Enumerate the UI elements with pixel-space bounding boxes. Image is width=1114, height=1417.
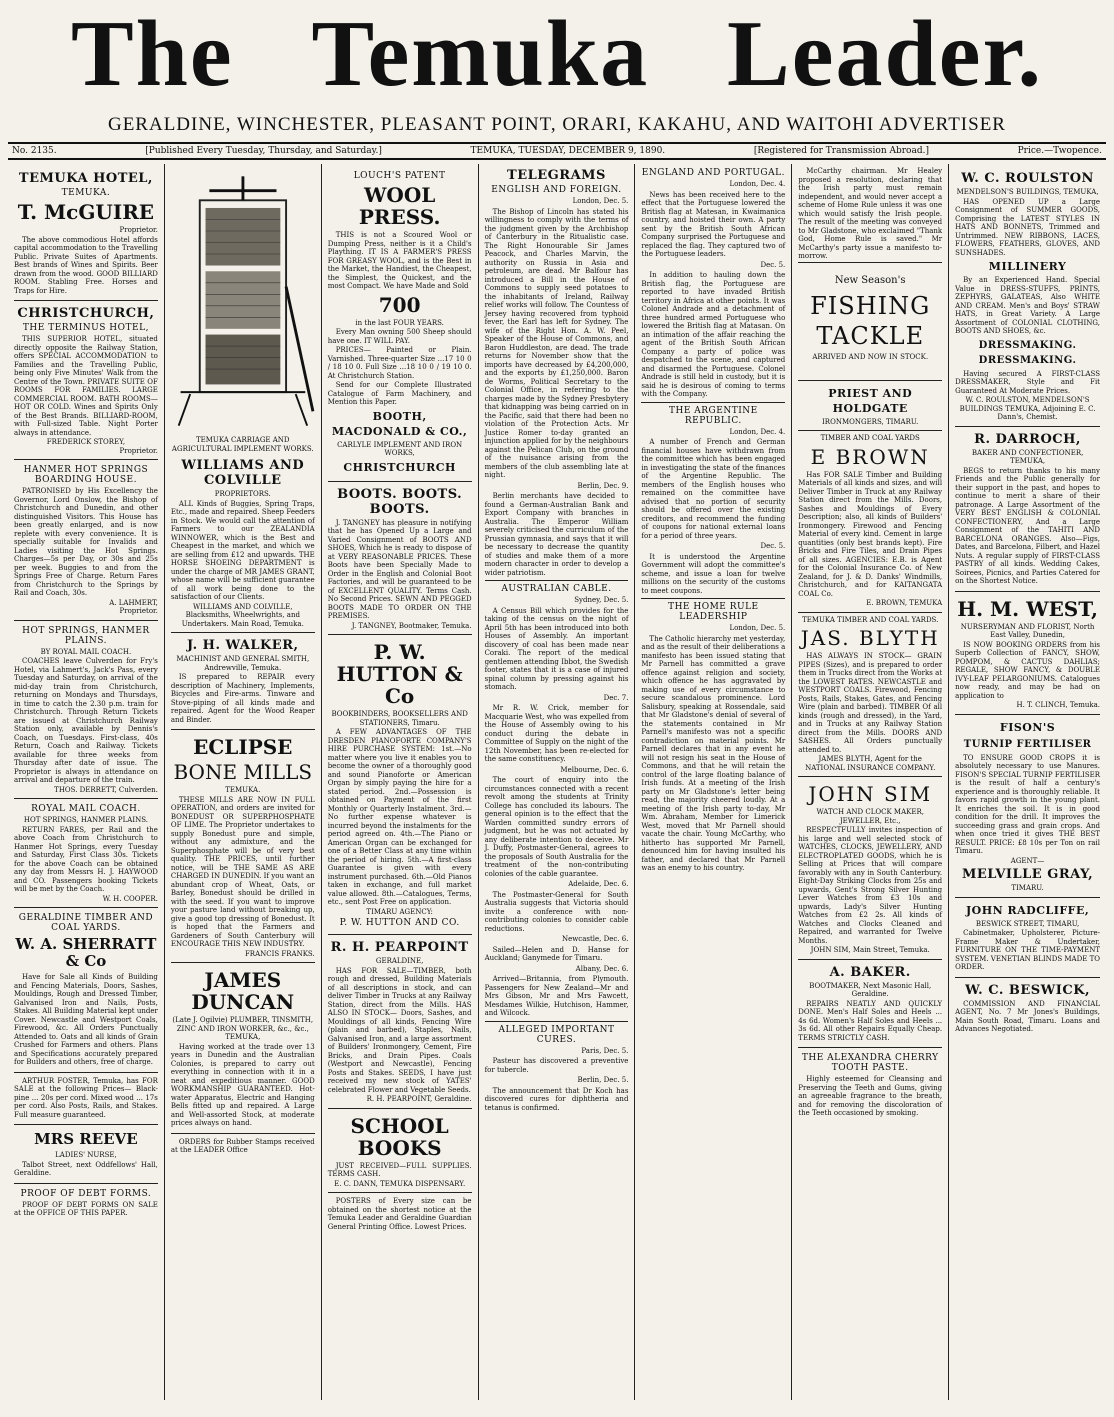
news-dateline: Albany, Dec. 6. — [575, 964, 629, 973]
issue-number: No. 2135. — [12, 146, 57, 156]
issue-date: TEMUKA, TUESDAY, DECEMBER 9, 1890. — [470, 146, 666, 156]
ad-heading: JAS. BLYTH — [800, 626, 940, 650]
ad-fisons-fertiliser — [955, 715, 1100, 898]
ad-wool-press — [328, 166, 472, 482]
news-item — [485, 1076, 629, 1112]
ad-signature: J. TANGNEY, Bootmaker, Temuka. — [351, 621, 472, 630]
ad-subheading: NURSERYMAN AND FLORIST, North East Valley, Dunedin, — [960, 622, 1095, 639]
ad-john-sim — [798, 777, 942, 960]
ad-signature: WILLIAMS AND COLVILLE, Blacksmiths, Wheelwrights, and Undertakers. Main Road, Temuka. — [181, 602, 304, 628]
column-6 — [792, 164, 949, 1400]
ad-subheading: HOT SPRINGS, HANMER PLAINS. — [23, 816, 148, 824]
ad-body: Talbot Street, next Oddfellows' Hall, Geraldine. — [14, 1160, 158, 1177]
ad-body: HAS ALWAYS IN STOCK— GRAIN PIPES (Sizes), and is prepared to order them in Trucks direct from the Works at the LOWEST RATES. NEWCASTLE and WESTPORT COALS. Firewood, Fencing Posts, Rails, Stakes, Gates, and Fencing Wire (plain and barbed). TIMBER Of all kinds (rough and dressed), in the Yard, and in Trucks at any Railway Station direct from the Mills. DOORS AND SASHES. All Orders punctually attended to. — [798, 652, 943, 754]
ad-subheading: IRONMONGERS, TIMARU. — [822, 417, 919, 426]
ad-jh-walker — [171, 633, 315, 730]
news-item — [485, 584, 629, 692]
wool-press-illustration — [171, 166, 315, 436]
telegrams-subheading: ENGLISH AND FOREIGN. — [491, 185, 622, 195]
news-continuation: McCarthy chairman. Mr Healey proposed a resolution, declaring that the Irish party must remain independent, and would never accept a scheme of Home Rule unless it was one which would satisfy the Irish people. The result of the meeting was conveyed to Mr Gladstone, who exclaimed "Thank God, Home Rule is saved." Mr McCarthy's party issue a manifesto to-morrow. — [798, 167, 943, 260]
news-item — [485, 1025, 629, 1075]
ad-body: HAS FOR SALE—TIMBER, both rough and dressed, Building Materials of all descriptions in stock, and can deliver Timber in Trucks at any Railway Station, direct from the Mills. HAS ALSO IN STOCK— Doors, Sashes, and Mouldings of all kinds, Fencing Wire (plain and barbed), Staples, Nails, Galvanised Iron, and a large assortment of Builders' Ironmongery, Cement, Fire Bricks, and Drain Pipes. Coals (Westport and Newcastle), Fencing Posts and Stakes. SEEDS, I have just received my new stock of YATES' celebrated Flower and Vegetable Seeds. — [327, 966, 472, 1094]
ad-subheading: BY ROYAL MAIL COACH. — [40, 647, 132, 656]
news-item — [485, 197, 629, 480]
news-dateline: Newcastle, Dec. 6. — [562, 935, 629, 943]
issue-dateline — [8, 142, 1106, 160]
ad-jas-blyth — [798, 613, 942, 778]
ad-subheading: (Late J. Ogilvie) PLUMBER, TINSMITH, ZINC AND IRON WORKER, &c., &c., TEMUKA, — [172, 1016, 314, 1041]
news-item — [485, 694, 629, 764]
ad-signature: P. W. HUTTON AND CO. — [339, 918, 460, 928]
news-text: The Bishop of Lincoln has stated his willingness to comply with the terms of the judgment given by the Archbishop of Canterbury in the Ritualistic case. The Right Honourable Sir James Peacock, and Charles Marvin, the authority on Russia in Asia and petroleum, are dead. Mr Balfour has introduced a Bill in the House of Commons to supply seed potatoes to the inhabitants of Ireland, Railway relief works will follow. The Countess of Jersey having recovered from typhoid fever, the Earl has left for Sydney. The wife of the Right Hon. A. W. Peel, Speaker of the House of Commons, and Baron Huddleston, are dead. The trade returns for November show that the imports have decreased by £4,200,000, and the exports by £1,250,000. Baron de Worms, Political Secretary to the Colonial Office, in referring to the charges made by the Sydney Presbytery that kidnapping was being carried on in the Pacific, said that there had been no violation of the Protection Acts. Mr Justice Romer to-day granted an injunction applied for by the neighbours against the Pelican Club, on the ground of the nuisance arising from the members of the club assembling late at night. — [484, 207, 629, 479]
news-text: Arrived—Britannia, from Plymouth. Passengers for New Zealand—Mr and Mrs Gibson, Mr and Mrs Fawcett, Mesdames Wilkie, Hutchison, Hammer, and Wilcock. — [484, 975, 629, 1017]
ad-body: POSTERS of Every size can be obtained on the shortest notice at the Temuka Leader and Geraldine Guardian General Printing Office. Lowest Prices. — [327, 1197, 472, 1231]
ad-body: ORDERS for Rubber Stamps received at the LEADER Office — [170, 1137, 315, 1154]
ad-terminus-hotel — [14, 301, 158, 460]
ad-role: Proprietor. — [119, 226, 158, 234]
ad-signature: W. C. ROULSTON, MENDELSON'S BUILDINGS TEMUKA, Adjoining E. C. Dann's, Chemist. — [959, 396, 1096, 421]
ad-heading: JOHN SIM — [808, 782, 933, 806]
ad-temuka-hotel — [14, 166, 158, 301]
divider — [485, 1021, 629, 1022]
news-text: A Census Bill which provides for the taking of the census on the night of April 5th has been introduced into both Houses of Assembly. An important discovery of coal has been made near Coraki. The report of the medical gentlemen attending Ibbot, the Swedish footer, states that it is a case of injured spinal column by pressing against his stomach. — [484, 606, 629, 691]
ad-e-brown — [798, 431, 942, 613]
ad-body-3: Having secured A FIRST-CLASS DRESSMAKER, Style and Fit Guaranteed At Moderate Prices. — [955, 369, 1100, 395]
ad-hm-west — [955, 592, 1100, 715]
ad-geraldine-timber — [14, 908, 158, 1073]
ad-body: Have for Sale all Kinds of Building and Fencing Materials, Doors, Sashes, Mouldings, Rough and Dressed Timber, Galvanised Iron and Nails, Posts, Stakes. All Building Material kept under Cover. Newcastle and Westport Coals, Firewood, &c. All Orders Punctually Attended to. Oats and all kinds of Grain Crushed for Farmers and others. Plans and Specifications accurately prepared for Builders and others, free of charge. — [14, 973, 158, 1066]
ad-tooth-paste — [798, 1048, 942, 1123]
ad-firm: BOOTH, MACDONALD & CO., — [331, 409, 468, 438]
ad-firm: W. A. SHERRATT & Co — [15, 935, 157, 970]
ad-agency: TIMARU AGENCY: — [366, 907, 433, 916]
ad-body: RETURN FARES, per Rail and the above Coach from Christchurch to Hanmer Hot Springs, every Tuesday and Saturday, First Class 30s. Tickets for the above Coach can be obtained any day from Messrs H. J. HAYWOOD and CO. Passengers booking Tickets will be met by the Coach. — [14, 825, 158, 893]
column-1 — [8, 164, 165, 1400]
ad-subheading: BOOKBINDERS, BOOKSELLERS AND STATIONERS, Timaru. — [331, 710, 468, 727]
registration-note: [Registered for Transmission Abroad.] — [753, 146, 929, 156]
news-item — [485, 880, 629, 933]
ad-body: The above commodious Hotel affords capital accommodation to the Travelling Public. Private Suites of Apartments. Best brands of Wines and Spirits. Beer drawn from the wood. GOOD BILLIARD ROOM. Stabling Free. Horses and Traps for Hire. — [14, 235, 158, 295]
ad-tail: Send for our Complete Illustrated Catalogue of Farm Machinery, and Mention this Paper. — [327, 381, 472, 406]
ad-body: PATRONISED by His Excellency the Governor, Lord Onslow, the Bishop of Christchurch and Dunedin, and other distinguished Visitors. This House has been greatly enlarged, and is now replete with every convenience. It is specially suitable for Invalids and Ladies visiting the Hot Springs. Charges—5s per Day, or 30s and 25s per week. Buggies to and from the Springs Free of Charge. Return Fares from Christchurch to the Springs by Rail and Coach, 30s. — [14, 487, 158, 597]
news-heading: THE HOME RULE LEADERSHIP — [668, 602, 759, 622]
ad-body: Has FOR SALE Timber and Building Materials of all kinds and sizes, and will Deliver Timber in Truck at any Railway Station direct from the Mills. Doors, Sashes and Mouldings of Every Description; also, all kinds of Builders' Ironmongery. Firewood and Fencing Material of every kind. Cement in large quantities (only best brands kept). Fire Bricks and Fire Tiles, and Drain Pipes of all sizes. AGENCIES: E.B. is Agent for the Colonial Insurance Co. of New Zealand, for J. & D. Danks' Windmills, Christchurch, and for KAITANGATA COAL Co. — [798, 470, 943, 598]
ad-heading: P. W. HUTTON & Co — [336, 640, 463, 708]
ad-body: PROOF OF DEBT FORMS ON SALE at the OFFICE OF THIS PAPER. — [14, 1200, 158, 1217]
news-heading: AUSTRALIAN CABLE. — [501, 584, 612, 594]
ad-wc-roulston — [955, 166, 1100, 427]
ad-body: TO ENSURE GOOD CROPS it is absolutely necessary to use Manures. FISON'S SPECIAL TURNIP FERTILISER is the result of half a century's experience and is thoroughly reliable. It favors rapid growth in the young plant. It enriches the soil. It is in good condition for the drill. It improves the succeeding grass and grain crops. And when once tried it gives THE BEST RESULT. PRICE: £8 10s per Ton on rail Timaru. — [955, 753, 1100, 855]
ad-heading: JAMES DUNCAN — [191, 968, 295, 1014]
ad-heading: ECLIPSE — [193, 735, 293, 759]
ad-heading: WILLIAMS AND COLVILLE — [181, 458, 305, 488]
ad-heading-2: WOOL PRESS. — [358, 183, 441, 229]
ad-role: Proprietor. — [119, 607, 158, 615]
ad-subheading: LADIES' NURSE, — [55, 1151, 117, 1159]
ad-pw-hutton — [328, 635, 472, 935]
ad-heading: SCHOOL BOOKS — [350, 1113, 449, 1160]
ad-heading: JOHN RADCLIFFE, — [965, 903, 1090, 917]
ad-subheading: GERALDINE, — [375, 957, 424, 965]
news-item — [641, 261, 785, 399]
ad-signature: THOS. DERRETT, Culverden. — [54, 785, 158, 794]
ad-williams-colville — [171, 453, 315, 633]
column-3 — [322, 164, 479, 1400]
ad-body: ARTHUR FOSTER, Temuka, has FOR SALE at the following Prices— Black-pine ... 20s per cord. Mixed wood ... 17s per cord. Also Posts, Rails, and Stakes. Full measure guaranteed. — [14, 1076, 158, 1119]
title-word-1: The — [70, 6, 234, 106]
news-text: The announcement that Dr Koch has discovered cures for diphtheria and tetanus is confirmed. — [484, 1086, 629, 1112]
ad-signature: W. H. COOPER. — [102, 894, 158, 903]
news-text: The court of enquiry into the circumstances connected with a recent revolt among the students at Trinity College has concluded its labours. The general opinion is to the effect that the Warden committed sundry errors of judgment, but he was not actuated by any deliberate intention to deceive. Mr J. Duffy, Postmaster-General, agrees to the proposals of South Australia for the treatment of the non-contributing colonies of the cable guarantee. — [484, 776, 629, 878]
ad-heading: FISHING — [810, 292, 931, 320]
news-item — [641, 180, 785, 259]
ad-heading: BOOTS. BOOTS. BOOTS. — [337, 486, 463, 517]
news-item — [641, 602, 785, 873]
ad-body: THIS SUPERIOR HOTEL, situated directly opposite the Railway Station, offers SPECIAL ACCOMMODATION to Families and the Travelling Public, being only Five Minutes' Walk from the Centre of the Town. PRIVATE SUITE OF ROOMS FOR FAMILIES. LARGE COMMERCIAL ROOM. BATH ROOMS—HOT OR COLD. Wines and Spirits Only of the Best Brands. BILLIARD-ROOM, with Full-sized Table. Night Porter always in attendance. — [14, 335, 158, 437]
ad-posters — [328, 1193, 472, 1236]
ad-body: J. TANGNEY has pleasure in notifying that he has Opened Up a Large and Varied Consignment of BOOTS AND SHOES, Which he is ready to dispose of at VERY REASONABLE PRICES. These Boots have been Specially Made to Order in the English and Colonial Boot Factories, and will be guaranteed to be of EXCELLENT QUALITY. Terms Cash. No Second Prices. SEWN AND PEGGED BOOTS MADE TO ORDER ON THE PREMISES. — [327, 518, 472, 620]
ad-firm-sub: CARLYLE IMPLEMENT AND IRON WORKS, — [337, 440, 463, 457]
ad-body: Having worked at the trade over 13 years in Dunedin and the Australian Colonies, is prepared to carry out everything in connection with it in a neat and expeditious manner. GOOD WORKMANSHIP GUARANTEED. Hot-water Apparatus, Electric and Hanging Bells fitted up and repaired. A Large and Well-assorted Stock, at moderate prices always on hand. — [170, 1042, 315, 1127]
ad-james-duncan — [171, 963, 315, 1134]
ad-heading: E BROWN — [810, 444, 930, 469]
ad-heading: CHRISTCHURCH, — [17, 306, 155, 321]
ad-heading: LOUCH'S PATENT — [353, 171, 446, 181]
ad-r-darroch — [955, 427, 1100, 592]
column-2 — [165, 164, 322, 1400]
news-dateline: London, Dec. 5. — [572, 197, 629, 205]
ad-body: ALL Kinds of Buggies, Spring Traps, Etc., made and repaired. Sheep Feeders in Stock. We would call the attention of Farmers to our ZEALANDIA WINNOWER, which is the Best and Cheapest in the market, and which we are selling from £12 and upwards. THE HORSE SHOEING DEPARTMENT is under the charge of MR JAMES GRANT, whose name will be sufficient guarantee of all work being done to the satisfaction of our Clients. — [170, 499, 315, 601]
ad-agent-label: AGENT— — [1010, 856, 1045, 865]
ad-prices: PRICES— Painted or Plain. Varnished. Three-quarter Size ...17 10 0 / 18 10 0. Full Size ...18 10 0 / 19 10 0. At Christchurch Station. — [327, 346, 472, 380]
ad-subheading: MENDELSON'S BUILDINGS, TEMUKA, — [956, 188, 1099, 196]
ad-heading-millinery: MILLINERY — [988, 260, 1067, 273]
news-dateline: London, Dec. 4. — [729, 180, 786, 188]
ad-signature: JAMES BLYTH, Agent for the NATIONAL INSURANCE COMPANY. — [805, 755, 936, 772]
ad-heading-2: TACKLE — [816, 322, 925, 350]
ad-heading: ROYAL MAIL COACH. — [31, 804, 141, 814]
ad-lead-line: TEMUKA TIMBER AND COAL YARDS. — [802, 615, 939, 624]
ad-place: TIMARU. — [1011, 884, 1044, 892]
news-dateline: Adelaide, Dec. 6. — [568, 880, 629, 888]
ad-body: Highly esteemed for Cleansing and Preserving the Teeth and Gums, giving an agreeable fragrance to the breath, and for removing the discoloration of the Teeth occasioned by smoking. — [798, 1075, 943, 1117]
ad-lead-line: TIMBER AND COAL YARDS — [820, 434, 920, 442]
ad-heading: H. M. WEST, — [957, 596, 1098, 621]
ad-body: RESPECTFULLY invites inspection of his large and well selected stock of WATCHES, CLOCKS, JEWELLERY, AND ELECTROPLATED GOODS, which he is Selling at Prices that will compare favorably with any in South Canterbury. Eight-Day Striking Clocks from 25s and upwards, Gent's Strong Silver Hunting Lever Watches from £3 10s and upwards, Lady's Silver Hunting Watches from £2 2s. All kinds of Watches and Clocks Cleaned and Repaired, and warranted for Twelve Months. — [798, 826, 943, 945]
title-word-2: Temuka — [311, 6, 650, 106]
ad-count: 700 — [378, 292, 421, 317]
news-dateline: London, Dec. 5. — [729, 624, 786, 632]
ad-body: THIS is not a Scoured Wool or Dumping Press, neither is it a Child's Plaything. IT IS A FARMER'S PRESS FOR GREASY WOOL, and is the Best in the Market, the Handiest, the Cheapest, the Simplest, the Quickest, and the most Compact. We have Made and Sold — [327, 231, 472, 290]
ad-heading: HOT SPRINGS, HANMER PLAINS. — [22, 625, 150, 646]
ad-heading: MRS REEVE — [34, 1130, 138, 1148]
ad-heading: PRIEST AND HOLDGATE — [828, 386, 913, 415]
ad-body: COMMISSION AND FINANCIAL AGENT, No. 7 Mr Jones's Buildings, Main South Road, Timaru. Loans and Advances Negotiated. — [955, 999, 1100, 1033]
news-dateline: Dec. 7. — [603, 693, 629, 702]
ad-heading: R. DARROCH, — [974, 431, 1081, 447]
news-dateline: Dec. 5. — [760, 542, 786, 550]
ad-heading: TEMUKA HOTEL, — [18, 171, 153, 186]
ad-heading: A. BAKER. — [829, 964, 911, 980]
ad-heading: W. C. ROULSTON — [961, 171, 1094, 186]
column-5 — [635, 164, 792, 1400]
news-heading: ALLEGED IMPORTANT CURES. — [498, 1024, 615, 1045]
ad-subheading: PROPRIETORS. — [214, 490, 271, 498]
news-text: A number of French and German financial houses have withdrawn from the committee which has been engaged in investigating the state of the finances of the Argentine Republic. The members of the English houses who remained on the committee have advised that no portion of security should be offered over the existing creditors, and recommend the funding of coupons for national external loans for a period of three years. — [641, 438, 786, 540]
ad-subheading: TEMUKA. — [61, 188, 111, 198]
ad-mrs-reeve — [14, 1125, 158, 1184]
ad-subheading: BESWICK STREET, TIMARU, — [975, 919, 1080, 928]
ad-count-note: in the last FOUR YEARS. — [355, 318, 444, 327]
ad-heading: PROOF OF DEBT FORMS. — [20, 1188, 152, 1199]
ad-heading: FISON'S — [999, 720, 1056, 734]
ad-body: IS prepared to REPAIR every description of Machinery, Implements, Bicycles and Fire-arms. Tinware and Stove-piping of all kinds made and repaired. Agent for the Wood Reaper and Binder. — [170, 673, 315, 724]
ad-hot-springs-coach — [14, 621, 158, 800]
ad-body: THESE MILLS ARE NOW IN FULL OPERATION, and orders are invited for BONEDUST OR SUPERPHOSPHATE OF LIME. The Proprietor undertakes to supply Bonedust pure and simple, without any admixture, and the Superphosphate will be of very best quality. THE PRICES, until further notice, will be THE SAME AS ARE CHARGED IN DUNEDIN. If you want an abundant crop of Wheat, Oats, or Barley, Bonedust should be drilled in with the seed. If you want to improve your pasture land without breaking up, give a good top dressing of Bonedust. It is hoped that the Farmers and Gardeners of South Canterbury will ENCOURAGE THIS NEW INDUSTRY. — [170, 795, 315, 948]
ad-body: Cabinetmaker, Upholsterer, Picture-Frame Maker & Undertaker, FURNITURE ON THE TIME-PAYMENT SYSTEM. VENETIAN BLINDS MADE TO ORDER. — [955, 929, 1100, 971]
ad-heading: THE ALEXANDRA CHERRY TOOTH PASTE. — [801, 1053, 939, 1073]
ad-heading-dressmaking: DRESSMAKING. DRESSMAKING. — [978, 339, 1077, 366]
ad-body-2: By an Experienced Hand. Special Value in DRESS-STUFFS, PRINTS, ZEPHYRS, GALATEAS, Also WHITE AND CREAM. Men's and Boys' STRAW HATS, in Great Variety. A Large Assortment of COLONIAL CLOTHING, BOOTS AND SHOES, &c. — [955, 276, 1100, 335]
news-dateline: Sydney, Dec. 5. — [574, 596, 629, 604]
ad-a-baker — [798, 960, 942, 1049]
ad-signature: JOHN SIM, Main Street, Temuka. — [810, 946, 930, 954]
ad-signature: H. T. CLINCH, Temuka. — [1016, 701, 1100, 709]
news-text: Mr R. W. Crick, member for Macquarie West, who was expelled from the House of Assembly owing to his conduct during the debate in Committee of Supply on the night of the 12th November, has been re-elected for the same constituency. — [484, 704, 629, 763]
ad-city: CHRISTCHURCH — [343, 460, 456, 474]
ad-subheading: WATCH AND CLOCK MAKER, JEWELLER, Etc., — [816, 808, 924, 825]
ad-role: Proprietor. — [119, 446, 158, 455]
ad-eclipse-bone-mills — [171, 730, 315, 963]
ad-subheading: TEMUKA. — [225, 786, 261, 794]
column-7 — [949, 164, 1106, 1400]
ad-subheading: MACHINIST AND GENERAL SMITH, Andrewville, Temuka. — [176, 655, 310, 672]
ad-rubber-stamps — [171, 1134, 315, 1160]
newspaper-subtitle: GERALDINE, WINCHESTER, PLEASANT POINT, ORARI, KAKAHU, AND WAITOHI ADVERTISER — [107, 114, 1006, 135]
ad-priest-holdgate — [798, 381, 942, 432]
publication-schedule: [Published Every Tuesday, Thursday, and Saturday.] — [145, 146, 382, 156]
ad-proof-of-debt — [14, 1184, 158, 1223]
news-text: The Catholic hierarchy met yesterday, and as the result of their deliberations a manifesto has been issued stating that Mr Parnell has committed a grave offence against religion and society, which offence he has aggravated by making use of every circumstance to secure scandalous prominence. Lord Salisbury, speaking at Rossendale, said that Mr Gladstone's denial of several of the statements contained in Mr Parnell's manifesto was not a specific contradiction on material points. Mr Parnell declares that in any event he will not resign his seat in the House of Commons, and that he will retain the control of the large floating balance of Irish funds. At a meeting of the Irish party on Mr Gladstone's letter being read, the majority cheered loudly. At a meeting of the Irish party to-day, Mr Wm. Abraham, Member for Limerick West, moved that Mr Parnell should vacate the chair. Young McCarthy, who hitherto has supported Mr Parnell, denounced him for having insulted his father, and declared that Mr Parnell was an enemy to his country. — [641, 634, 786, 872]
ad-tangney-boots — [328, 482, 472, 636]
news-section-heading: ENGLAND AND PORTUGAL. — [641, 168, 785, 178]
news-dateline: Berlin, Dec. 5. — [577, 1076, 629, 1084]
news-item — [485, 482, 629, 578]
ad-fishing-tackle — [798, 262, 942, 381]
ad-heading-2: BONE MILLS — [173, 760, 313, 784]
news-text: News has been received here to the effect that the Portuguese lowered the British flag at Matesan, in Kwaimanica country, and hoisted their own. A party sent by the British South African Company surprised the Portuguese and replaced the flag. They captured two of the Portuguese leaders. — [641, 190, 786, 258]
ad-subheading: BAKER AND CONFECTIONER, TEMUKA, — [971, 448, 1084, 465]
divider — [641, 598, 785, 599]
news-text: In addition to hauling down the British flag, the Portuguese are reported to have invaded British territory in Africa at other points. It was Colonel Andrade and a detachment of three hundred armed Portuguese who lowered the British flag at Matasan. On an intimation of the affair reaching the agent of the British South African Company a party of police was despatched to the scene, and captured and disarmed the Portuguese. Colonel Andrade is still held in custody, but it is said he is desirous of coming to terms with the Company. — [641, 271, 786, 398]
news-item — [641, 406, 785, 541]
news-item — [485, 965, 629, 1018]
news-dateline: Dec. 5. — [760, 260, 786, 269]
news-text: It is understood the Argentine Government will adopt the committee's scheme, and issue a loan for twelve millions on the security of the customs to meet coupons. — [641, 552, 786, 595]
news-text: Pasteur has discovered a preventive for tubercle. — [484, 1057, 629, 1074]
news-item — [485, 766, 629, 879]
news-text: Sailed—Helen and D. Hanse for Auckland; Ganymede for Timaru. — [484, 945, 629, 962]
news-heading: THE ARGENTINE REPUBLIC. — [669, 405, 758, 426]
ad-body: JUST RECEIVED—FULL SUPPLIES. TERMS CASH. — [327, 1161, 472, 1178]
news-item — [485, 935, 629, 963]
ad-heading: GERALDINE TIMBER AND COAL YARDS. — [18, 913, 154, 933]
news-dateline: Paris, Dec. 5. — [581, 1046, 629, 1055]
ad-school-books — [328, 1109, 472, 1194]
ad-signature: R. H. PEARPOINT, Geraldine. — [366, 1095, 472, 1103]
ad-body: COACHES leave Culverden for Fry's Hotel, via Lahmert's, Jack's Pass, every Tuesday and Saturday, on arrival of the mid-day train from Christchurch, returning on Mondays and Thursdays, in time to catch the 2.30 p.m. train for Christchurch. Through Return Tickets are issued at Christchurch Railway Station only, available by Dennis's Coach, on Tuesdays. First-class, 40s Return, Coach and Railway. Tickets available for three weeks from Thursday after date of issue. The Proprietor is always in attendance on arrival and departure of the train. — [14, 657, 158, 784]
masthead — [8, 6, 1106, 112]
ad-john-radcliffe — [955, 898, 1100, 978]
ad-wc-beswick — [955, 978, 1100, 1039]
ad-note: Every Man owning 500 Sheep should have one. IT WILL PAY. — [327, 328, 472, 345]
ad-proprietor: A. LAHMERT, — [109, 598, 158, 607]
ad-subheading: ARRIVED AND NOW IN STOCK. — [812, 353, 929, 361]
ad-proprietor: FREDERICK STOREY, — [46, 438, 126, 446]
telegrams-heading: TELEGRAMS — [507, 168, 606, 183]
news-dateline: Berlin, Dec. 9. — [577, 481, 629, 490]
ad-signature: E. C. DANN, TEMUKA DISPENSARY. — [334, 1179, 466, 1188]
ad-heading: R. H. PEARPOINT — [330, 940, 469, 955]
ad-lead-line: New Season's — [834, 274, 906, 286]
news-text: Berlin merchants have decided to found a German-Australian Bank and Export Company with branches in Australia. The Emperor William severely criticised the curriculum of the Prussian gymnasia, and says that it will be necessary to decrease the quantity of studies and make them of a more modern character in order to develop a wider patriotism. — [484, 492, 629, 577]
news-text: The Postmaster-General for South Australia suggests that Victoria should invite a conference with non-contributing colonies to consider cable reductions. — [484, 890, 629, 933]
ad-body: REPAIRS NEATLY AND QUICKLY DONE. Men's Half Soles and Heels ... 4s 6d. Women's Half Soles and Heels ... 3s 6d. All other Repairs Equally Cheap. TERMS STRICTLY CASH. — [798, 999, 943, 1042]
ad-body: A FEW ADVANTAGES OF THE DRESDEN PIANOFORTE COMPANY'S HIRE PURCHASE SYSTEM: 1st.—No matter where you live it enables you to become the owner of a thoroughly good and sound Pianoforte or American Organ by simply paying the hire for a stated period. 2nd.—Possession is obtained on Payment of the first Monthly or Quarterly Instalment. 3rd.—No further expense whatever is incurred beyond the instalments for the period agreed on. 4th.—The Piano or American Organ can be exchanged for one of a Better Class at any time within the period of hiring. 5th.—A first-class Guarantee is given with every instrument purchased. 6th.—Old Pianos taken in exchange, and full market value allowed. 8th.—Catalogues, Terms, etc., sent Post Free on application. — [327, 728, 472, 906]
ad-heading: HANMER HOT SPRINGS BOARDING HOUSE. — [23, 465, 149, 485]
newspaper-title — [8, 6, 1106, 106]
news-dateline: London, Dec. 4. — [729, 427, 786, 436]
ad-body: IS NOW BOOKING ORDERS from his Superb Collection of FANCY, SHOW, POMPOM, & CACTUS DAHLIAS; REGALE, SHOW FANCY, & DOUBLE IVY-LEAF PELARGONIUMS. Catalogues now ready, and may be had on application to — [955, 640, 1100, 700]
ad-royal-mail-coach — [14, 799, 158, 908]
ad-subheading: TURNIP FERTILISER — [963, 738, 1092, 750]
news-dateline: Melbourne, Dec. 6. — [560, 765, 629, 774]
ad-proprietor: T. McGUIRE — [17, 200, 155, 224]
ad-arthur-foster — [14, 1073, 158, 1126]
ad-hanmer-boarding-house — [14, 460, 158, 621]
ad-body: BEGS to return thanks to his many Friends and the Public generally for their support in the past, and hopes to continue to merit a share of their patronage. A Large Assortment of the VERY BEST ENGLISH & COLONIAL CONFECTIONERY, And a Large Consignment of the TAHITI AND BARCELONA ORANGES. Also—Figs, Dates, and Barcelona, Filbert, and Hazel Nuts. A regular supply of FIRST-CLASS PASTRY of all kinds. Wedding Cakes, Soirees, Picnics, and Parties Catered for on the Shortest Notice. — [955, 466, 1100, 585]
title-word-3: Leader. — [727, 6, 1044, 106]
ad-signature: MELVILLE GRAY, — [961, 867, 1094, 882]
illustration-caption: TEMUKA CARRIAGE AND AGRICULTURAL IMPLEMENT WORKS. — [171, 436, 314, 453]
ad-body: HAS OPENED UP a Large Consignment of SUMMER GOODS, Comprising the LATEST STYLES IN HATS AND BONNETS, Trimmed and Untrimmed. NEW RIBBONS, LACES, FLOWERS, FEATHERS, GLOVES, AND SUNSHADES. — [955, 197, 1100, 257]
ad-signature: FRANCIS FRANKS. — [244, 949, 315, 958]
ad-signature: E. BROWN, TEMUKA — [866, 599, 943, 607]
ad-heading: W. C. BESWICK, — [965, 982, 1091, 998]
divider — [485, 580, 629, 581]
news-item — [641, 542, 785, 595]
ad-subheading: BOOTMAKER, Next Masonic Hall, Geraldine. — [809, 981, 932, 998]
ad-heading: J. H. WALKER, — [186, 638, 299, 653]
columns — [8, 164, 1106, 1400]
ad-subheading: THE TERMINUS HOTEL, — [22, 323, 149, 333]
divider — [641, 402, 785, 403]
ad-pearpoint — [328, 935, 472, 1109]
column-4 — [479, 164, 636, 1400]
issue-price: Price.—Twopence. — [1017, 146, 1102, 156]
